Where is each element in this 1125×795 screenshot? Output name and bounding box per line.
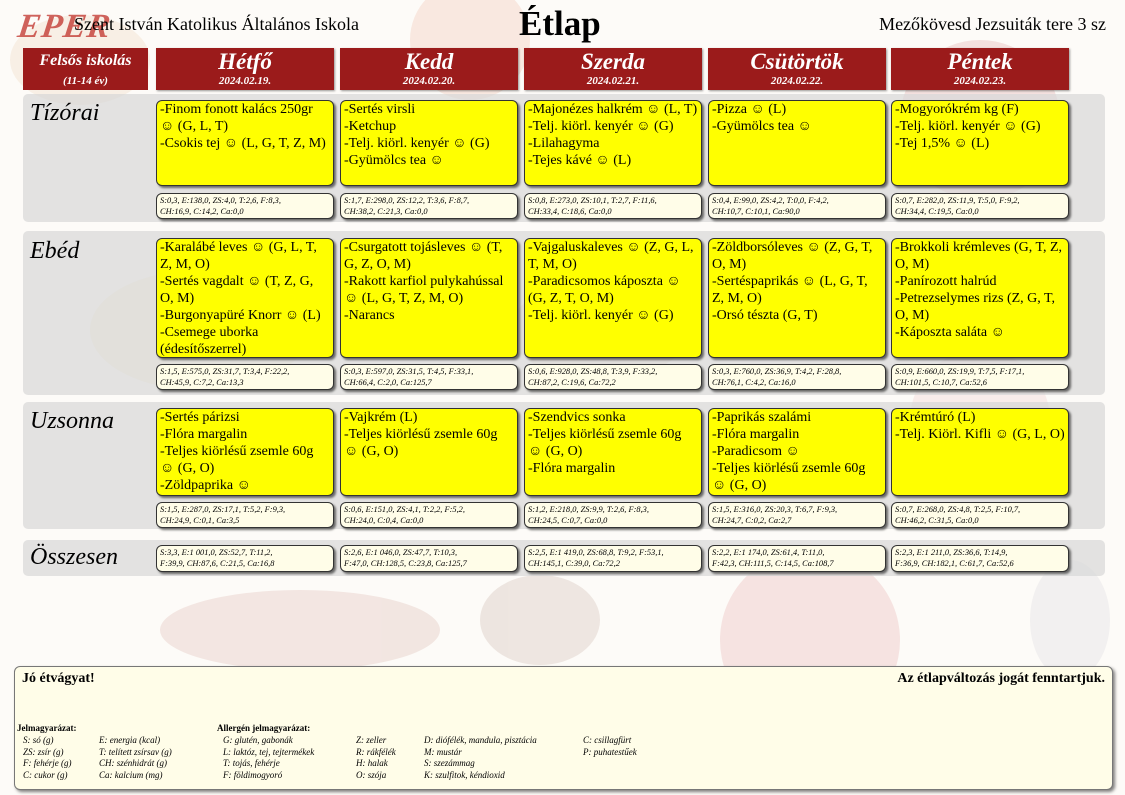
total-box-hetfo: S:3,3, E:1 001,0, ZS:52,7, T:11,2, F:39,9, CH:87,6, C:21,5, Ca:16,8: [156, 545, 334, 572]
nutrition-box-tizorai-csutortok: S:0,4, E:99,0, ZS:4,2, T:0,0, F:4,2, CH:10,7, C:10,1, Ca:90,0: [708, 193, 886, 219]
allergen-legend-2: Z: zeller R: rákfélék H: halak O: szója: [356, 735, 396, 780]
nutrition-box-tizorai-szerda: S:0,8, E:273,0, ZS:10,1, T:2,7, F:11,6, CH:33,4, C:18,6, Ca:0,0: [524, 193, 702, 219]
food-item: -Burgonyapüré Knorr ☺ (L): [160, 308, 321, 323]
day-header-csutortok: [708, 48, 886, 90]
legend-nutrients-2: E: energia (kcal) T: telített zsírsav (g) CH: szénhidrát (g) Ca: kalcium (mg): [99, 735, 172, 780]
food-item: -Sertés párizsi: [160, 410, 240, 425]
totals-label: Összesen: [30, 544, 118, 570]
total-box-pentek: S:2,3, E:1 211,0, ZS:36,6, T:14,9, F:36,9, CH:182,1, C:61,7, Ca:52,6: [891, 545, 1069, 572]
food-item: -Sertéspaprikás ☺ (L, G, T, Z, M, O): [712, 274, 868, 306]
food-box-ebed-hetfo: [156, 238, 334, 358]
day-name: Csütörtök: [750, 49, 844, 74]
nutrition-box-tizorai-kedd: S:1,7, E:298,0, ZS:12,2, T:3,6, F:8,7, CH:38,2, C:21,3, Ca:0,0: [340, 193, 518, 219]
day-header-hetfo: [156, 48, 334, 90]
meal-label-uzsonna: Uzsonna: [30, 408, 115, 434]
day-date: 2024.02.21.: [586, 75, 640, 87]
food-item: -Pizza ☺ (L): [712, 102, 787, 117]
allergen-legend-title: Allergén jelmagyarázat:: [217, 723, 311, 733]
nutrition-box-uzsonna-kedd: S:0,6, E:151,0, ZS:4,1, T:2,2, F:5,2, CH:24,0, C:0,4, Ca:0,0: [340, 502, 518, 528]
food-box-uzsonna-csutortok: [708, 408, 886, 496]
day-header-pentek: [891, 48, 1069, 90]
food-item: -Flóra margalin: [160, 427, 248, 442]
food-item: -Csemege uborka (édesítőszerrel): [160, 325, 259, 357]
day-name: Szerda: [581, 49, 645, 74]
nutrition-box-uzsonna-csutortok: S:1,5, E:316,0, ZS:20,3, T:6,7, F:9,3, CH:24,7, C:0,2, Ca:2,7: [708, 502, 886, 528]
food-item: -Telj. kiörl. kenyér ☺ (G): [528, 119, 674, 134]
meal-label-tizorai: Tízórai: [30, 100, 100, 126]
food-item: -Karalábé leves ☺ (G, L, T, Z, M, O): [160, 240, 317, 272]
school-logo: EPER: [15, 8, 114, 45]
legend-nutrients-1: S: só (g) ZS: zsír (g) F: fehérje (g) C: cukor (g): [23, 735, 72, 780]
food-item: -Krémtúró (L): [895, 410, 976, 425]
nutrition-box-uzsonna-szerda: S:1,2, E:218,0, ZS:9,9, T:2,6, F:8,3, CH:24,5, C:0,7, Ca:0,0: [524, 502, 702, 528]
nutrition-box-tizorai-hetfo: S:0,3, E:138,0, ZS:4,0, T:2,6, F:8,3, CH:16,9, C:14,2, Ca:0,0: [156, 193, 334, 219]
food-item: -Orsó tészta (G, T): [712, 308, 818, 323]
food-item: -Zöldpaprika ☺: [160, 478, 251, 493]
food-item: -Telj. kiörl. kenyér ☺ (G): [895, 119, 1041, 134]
food-box-uzsonna-kedd: [340, 408, 518, 496]
day-name: Péntek: [947, 49, 1013, 74]
food-item: -Sertés virsli: [344, 102, 416, 117]
food-box-tizorai-csutortok: [708, 100, 886, 186]
food-box-ebed-kedd: [340, 238, 518, 358]
school-name: Szent István Katolikus Általános Iskola: [74, 14, 359, 34]
food-box-ebed-csutortok: [708, 238, 886, 358]
food-item: -Paradicsom ☺: [712, 444, 800, 459]
food-item: -Gyümölcs tea ☺: [344, 153, 444, 168]
meal-label-ebed: Ebéd: [30, 238, 80, 264]
day-date: 2024.02.19.: [218, 75, 272, 87]
nutrition-box-ebed-hetfo: S:1,5, E:575,0, ZS:31,7, T:3,4, F:22,2, CH:45,9, C:7,2, Ca:13,3: [156, 364, 334, 390]
total-box-kedd: S:2,6, E:1 046,0, ZS:47,7, T:10,3, F:47,0, CH:128,5, C:23,8, Ca:125,7: [340, 545, 518, 572]
food-item: -Teljes kiörlésű zsemle 60g ☺ (G, O): [160, 444, 314, 476]
food-item: -Káposzta saláta ☺: [895, 325, 1005, 340]
age-group-title: Felsős iskolás: [39, 52, 132, 69]
food-item: -Tej 1,5% ☺ (L): [895, 136, 990, 151]
total-box-csutortok: S:2,2, E:1 174,0, ZS:61,4, T:11,0, F:42,3, CH:111,5, C:14,5, Ca:108,7: [708, 545, 886, 572]
food-box-tizorai-pentek: [891, 100, 1069, 186]
day-date: 2024.02.20.: [402, 75, 456, 87]
food-item: -Telj. kiörl. kenyér ☺ (G): [344, 136, 490, 151]
allergen-legend-3: D: diófélék, mandula, pisztácia M: mustár S: szezámmag K: szulfitok, kéndioxid: [424, 735, 537, 780]
food-item: -Finom fonott kalács 250gr ☺ (G, L, T): [160, 102, 313, 134]
day-date: 2024.02.22.: [770, 75, 824, 87]
food-box-tizorai-hetfo: [156, 100, 334, 186]
food-item: -Teljes kiörlésű zsemle 60g ☺ (G, O): [712, 461, 866, 493]
food-item: -Zöldborsóleves ☺ (Z, G, T, O, M): [712, 240, 873, 272]
food-item: -Majonézes halkrém ☺ (L, T): [528, 102, 698, 117]
nutrition-box-ebed-kedd: S:0,3, E:597,0, ZS:31,5, T:4,5, F:33,1, CH:66,4, C:2,0, Ca:125,7: [340, 364, 518, 390]
food-box-tizorai-kedd: [340, 100, 518, 186]
food-item: -Rakott karfiol pulykahússal ☺ (L, G, T, Z, M, O): [344, 274, 504, 306]
food-item: -Teljes kiörlésű zsemle 60g ☺ (G, O): [528, 427, 682, 459]
food-item: -Flóra margalin: [528, 461, 616, 476]
food-item: -Mogyorókrém kg (F): [895, 102, 1019, 117]
food-item: -Csokis tej ☺ (L, G, T, Z, M): [160, 136, 326, 151]
nutrition-box-ebed-pentek: S:0,9, E:660,0, ZS:19,9, T:7,5, F:17,1, CH:101,5, C:10,7, Ca:52,6: [891, 364, 1069, 390]
food-box-uzsonna-pentek: [891, 408, 1069, 496]
nutrition-box-uzsonna-pentek: S:0,7, E:268,0, ZS:4,8, T:2,5, F:10,7, CH:46,2, C:31,5, Ca:0,0: [891, 502, 1069, 528]
age-group-header: [23, 48, 148, 90]
allergen-legend-1: G: glutén, gabonák L: laktóz, tej, tejtermékek T: tojás, fehérje F: földimogyoró: [223, 735, 315, 780]
change-notice: Az étlapváltozás jogát fenntartjuk.: [897, 671, 1105, 686]
food-item: -Paprikás szalámi: [712, 410, 812, 425]
food-item: -Vajkrém (L): [344, 410, 418, 425]
food-item: -Telj. kiörl. kenyér ☺ (G): [528, 308, 674, 323]
day-name: Kedd: [404, 49, 454, 74]
food-box-uzsonna-hetfo: [156, 408, 334, 496]
legend-title: Jelmagyarázat:: [17, 723, 77, 733]
food-item: -Narancs: [344, 308, 395, 323]
day-header-kedd: [340, 48, 518, 90]
day-date: 2024.02.23.: [953, 75, 1007, 87]
food-item: -Vajgaluskaleves ☺ (Z, G, L, T, M, O): [528, 240, 694, 272]
food-item: -Lilahagyma: [528, 136, 600, 151]
food-box-tizorai-szerda: [524, 100, 702, 186]
nutrition-box-uzsonna-hetfo: S:1,5, E:287,0, ZS:17,1, T:5,2, F:9,3, CH:24,9, C:0,1, Ca:3,5: [156, 502, 334, 528]
food-item: -Brokkoli krémleves (G, T, Z, O, M): [895, 240, 1063, 272]
total-box-szerda: S:2,5, E:1 419,0, ZS:68,8, T:9,2, F:53,1, CH:145,1, C:39,0, Ca:72,2: [524, 545, 702, 572]
food-box-ebed-szerda: [524, 238, 702, 358]
food-item: -Teljes kiörlésű zsemle 60g ☺ (G, O): [344, 427, 498, 459]
nutrition-box-ebed-szerda: S:0,6, E:928,0, ZS:48,8, T:3,9, F:33,2, CH:87,2, C:19,6, Ca:72,2: [524, 364, 702, 390]
day-name: Hétfő: [218, 49, 272, 74]
day-header-szerda: [524, 48, 702, 90]
food-item: -Szendvics sonka: [528, 410, 626, 425]
food-item: -Ketchup: [344, 119, 397, 134]
food-item: -Flóra margalin: [712, 427, 800, 442]
allergen-legend-4: C: csillagfürt P: puhatestűek: [583, 735, 637, 757]
food-item: -Tejes kávé ☺ (L): [528, 153, 632, 168]
food-item: -Sertés vagdalt ☺ (T, Z, G, O, M): [160, 274, 314, 306]
footer-panel: [14, 666, 1113, 790]
school-address: Mezőkövesd Jezsuiták tere 3 sz: [879, 14, 1106, 34]
food-item: -Telj. Kiörl. Kifli ☺ (G, L, O): [895, 427, 1065, 442]
greeting-text: Jó étvágyat!: [22, 671, 95, 686]
food-item: -Gyümölcs tea ☺: [712, 119, 812, 134]
food-item: -Panírozott halrúd: [895, 274, 997, 289]
nutrition-box-tizorai-pentek: S:0,7, E:282,0, ZS:11,9, T:5,0, F:9,2, CH:34,4, C:19,5, Ca:0,0: [891, 193, 1069, 219]
food-item: -Csurgatott tojásleves ☺ (T, G, Z, O, M): [344, 240, 503, 272]
food-box-uzsonna-szerda: [524, 408, 702, 496]
nutrition-box-ebed-csutortok: S:0,3, E:760,0, ZS:36,9, T:4,2, F:28,8, CH:76,1, C:4,2, Ca:16,0: [708, 364, 886, 390]
food-item: -Paradicsomos káposzta ☺ (G, Z, T, O, M): [528, 274, 681, 306]
food-item: -Petrezselymes rizs (Z, G, T, O, M): [895, 291, 1056, 323]
food-box-ebed-pentek: [891, 238, 1069, 358]
age-group-subtitle: (11-14 év): [63, 75, 108, 87]
page-title: Étlap: [519, 4, 601, 43]
